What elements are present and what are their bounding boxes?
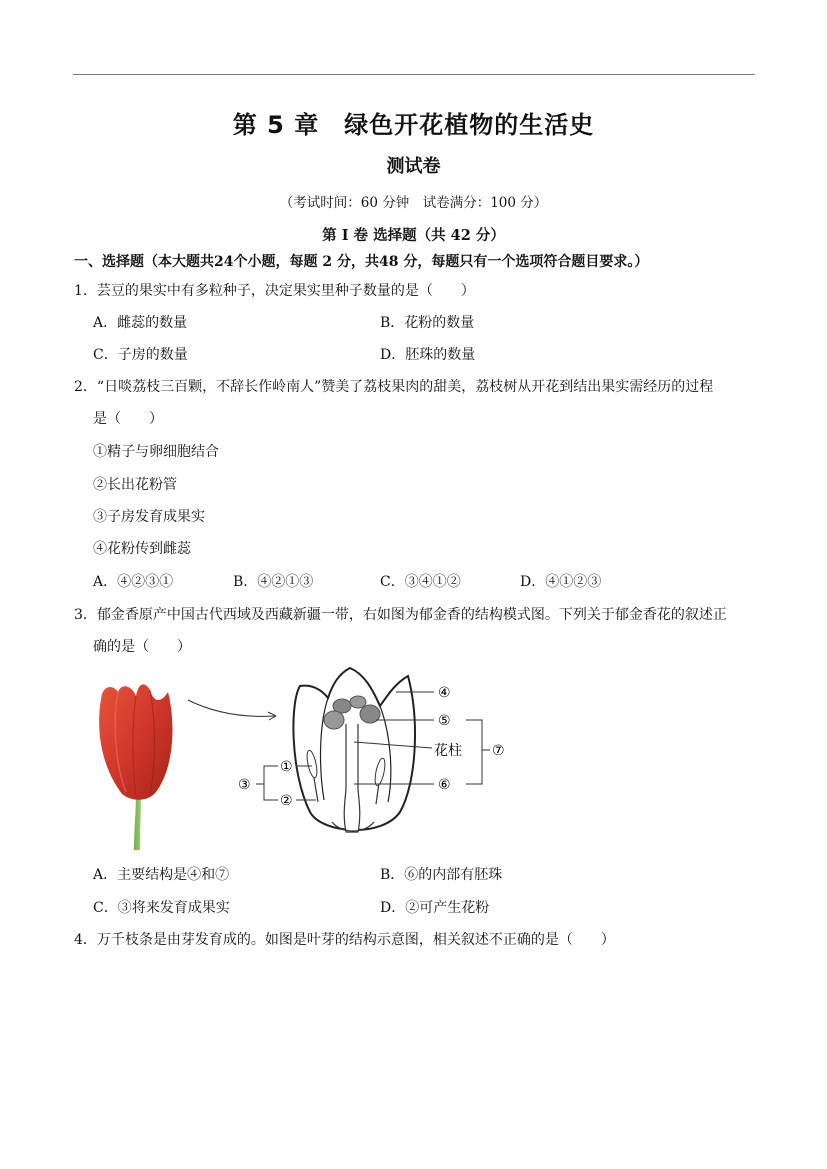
label-5: ⑤	[438, 713, 451, 729]
question-2-step-3: ③子房发育成果实	[93, 509, 205, 525]
page-subtitle: 测试卷	[386, 156, 441, 177]
pointer-arrow	[188, 700, 276, 716]
question-2-step-2: ②长出花粉管	[93, 477, 177, 493]
question-2-option-d: D．④①②③	[520, 574, 602, 590]
question-3-option-a: A．主要结构是④和⑦	[93, 867, 230, 883]
question-3-option-c: C．③将来发育成果实	[93, 900, 230, 916]
question-1-stem: 1．芸豆的果实中有多粒种子，决定果实里种子数量的是（ ）	[74, 283, 475, 299]
question-1-option-d: D．胚珠的数量	[380, 347, 476, 363]
label-1: ①	[280, 759, 293, 775]
question-2-option-b: B．④②①③	[233, 574, 314, 590]
label-7: ⑦	[492, 743, 505, 759]
question-3-option-b: B．⑥的内部有胚珠	[380, 867, 503, 883]
question-2-step-1: ①精子与卵细胞结合	[93, 444, 219, 460]
question-2-option-c: C．③④①②	[380, 574, 461, 590]
question-3-stem-line1: 3．郁金香原产中国古代西域及西藏新疆一带，右如图为郁金香的结构模式图。下列关于郁金香花的叙述正	[74, 607, 727, 623]
tulip-photo	[92, 672, 182, 852]
header-rule	[73, 74, 755, 75]
question-2-stem-line2: 是（ ）	[93, 411, 163, 427]
label-4: ④	[438, 685, 451, 701]
question-3-stem-line2: 确的是（ ）	[93, 639, 191, 655]
question-1-option-b: B．花粉的数量	[380, 315, 475, 331]
label-2: ②	[280, 793, 293, 809]
part-heading: 第 I 卷 选择题（共 42 分）	[322, 227, 505, 244]
question-2-step-4: ④花粉传到雌蕊	[93, 541, 191, 557]
section-heading: 一、选择题（本大题共24个小题，每题 2 分，共48 分，每题只有一个选项符合题目要求。）	[74, 254, 649, 270]
label-3: ③	[238, 777, 251, 793]
page-title: 第 5 章 绿色开花植物的生活史	[232, 111, 595, 139]
question-3-option-d: D．②可产生花粉	[380, 900, 490, 916]
question-2-stem-line1: 2．“日啖荔枝三百颗，不辞长作岭南人”赞美了荔枝果肉的甜美，荔枝树从开花到结出果实需经历的过程	[74, 379, 714, 395]
label-style: 花柱	[434, 743, 462, 759]
label-6: ⑥	[438, 777, 451, 793]
exam-info: （考试时间：60 分钟 试卷满分：100 分）	[279, 195, 548, 211]
question-1-option-c: C．子房的数量	[93, 347, 188, 363]
flower-structure-diagram	[182, 662, 522, 854]
question-2-option-a: A．④②③①	[93, 574, 174, 590]
question-1-option-a: A．雌蕊的数量	[93, 315, 188, 331]
question-4-stem: 4．万千枝条是由芽发育成的。如图是叶芽的结构示意图，相关叙述不正确的是（ ）	[74, 932, 615, 948]
